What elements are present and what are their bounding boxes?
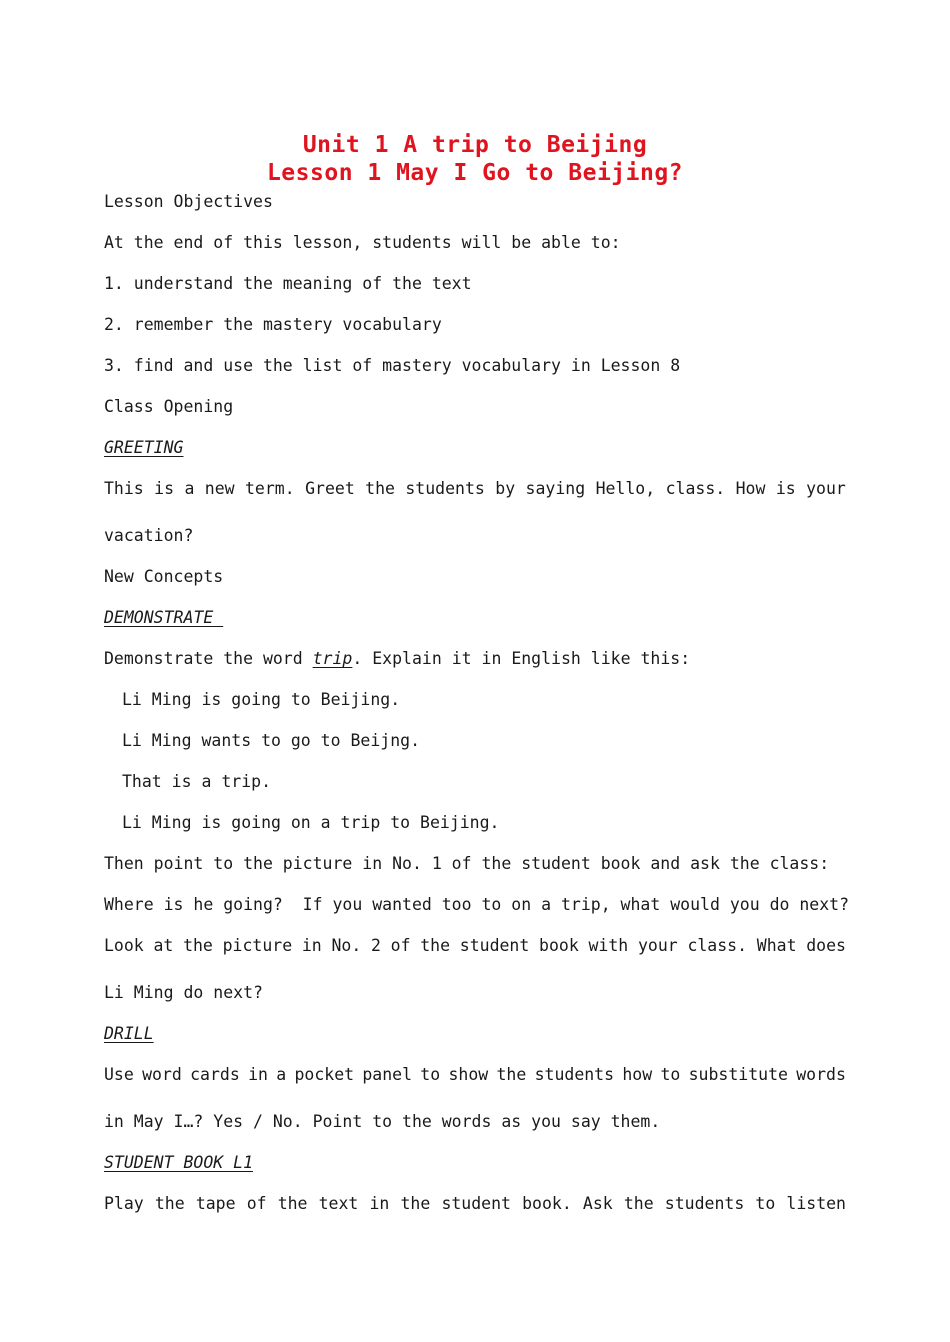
word: book.	[522, 1194, 572, 1213]
word: Use	[104, 1065, 134, 1084]
look-line-1	[104, 935, 846, 957]
word: to	[660, 1065, 681, 1084]
word: a	[276, 1065, 287, 1084]
word: the	[365, 479, 395, 498]
word: students	[534, 1065, 615, 1084]
word: the	[400, 1194, 431, 1213]
word: of	[246, 1194, 267, 1213]
word: in	[301, 936, 322, 955]
word: No.	[331, 936, 362, 955]
word: is	[775, 479, 796, 498]
unit-title: Unit 1 A trip to Beijing	[302, 132, 648, 158]
objective-3: 3. find and use the list of mastery vocabulary in Lesson 8	[104, 356, 681, 375]
word: the	[183, 936, 213, 955]
word: with	[588, 936, 629, 955]
demo-text-post: . Explain it in English like this:	[352, 649, 691, 668]
word: 2	[370, 936, 381, 955]
word: Greet	[305, 479, 355, 498]
word: new	[204, 479, 235, 498]
word: How	[735, 479, 766, 498]
word: class.	[665, 479, 726, 498]
play-line	[104, 1193, 846, 1215]
example-4: Li Ming is going on a trip to Beijing.	[122, 813, 500, 832]
word: student	[459, 936, 530, 955]
lesson-title: Lesson 1 May I Go to Beijing?	[266, 160, 684, 186]
word: to	[420, 1065, 441, 1084]
greeting-line-1	[104, 478, 846, 500]
greeting-line-2: vacation?	[104, 526, 194, 545]
word: Ask	[582, 1194, 613, 1213]
word: of	[390, 936, 411, 955]
class-opening-label: Class Opening	[104, 397, 234, 416]
word: book	[539, 936, 579, 955]
objectives-intro: At the end of this lesson, students will be able to:	[104, 233, 621, 252]
word: text	[318, 1194, 359, 1213]
word: does	[806, 936, 846, 955]
drill-line-1	[104, 1064, 846, 1086]
word: at	[153, 936, 174, 955]
word: Look	[104, 936, 144, 955]
word: the	[154, 1194, 185, 1213]
new-concepts-label: New Concepts	[104, 567, 224, 586]
word: in	[248, 1065, 268, 1084]
demo-word: trip	[312, 649, 353, 668]
word: cards	[190, 1065, 240, 1084]
word: a	[184, 479, 195, 498]
word: how	[622, 1065, 653, 1084]
word: listen	[786, 1194, 846, 1213]
word: your	[637, 936, 678, 955]
demonstrate-heading: DEMONSTRATE	[104, 608, 224, 627]
demonstrate-line	[104, 648, 846, 670]
drill-line-2: in May I…? Yes / No. Point to the words as you say them.	[104, 1112, 661, 1131]
example-1: Li Ming is going to Beijing.	[122, 690, 401, 709]
word: Hello,	[595, 479, 656, 498]
word: term.	[245, 479, 295, 498]
word: the	[496, 1065, 527, 1084]
look-line-2: Li Ming do next?	[104, 983, 263, 1002]
demo-text-pre: Demonstrate the word	[104, 649, 313, 668]
where-line: Where is he going? If you wanted too to on a trip, what would you do next?	[104, 895, 850, 914]
word: to	[755, 1194, 776, 1213]
word: your	[806, 479, 846, 498]
word: the	[623, 1194, 654, 1213]
point-line: Then point to the picture in No. 1 of the student book and ask the class:	[104, 854, 830, 873]
word: Play	[104, 1194, 144, 1213]
objective-1: 1. understand the meaning of the text	[104, 274, 472, 293]
word: is	[154, 479, 175, 498]
word: pocket	[294, 1065, 355, 1084]
word: word	[142, 1065, 182, 1084]
word: saying	[525, 479, 586, 498]
word: student	[441, 1194, 511, 1213]
word: tape	[195, 1194, 236, 1213]
example-2: Li Ming wants to go to Beijng.	[122, 731, 421, 750]
word: words	[796, 1065, 846, 1084]
word: class.	[687, 936, 748, 955]
word: students	[405, 479, 485, 498]
word: by	[495, 479, 516, 498]
word: the	[420, 936, 451, 955]
word: This	[104, 479, 144, 498]
word: picture	[222, 936, 293, 955]
word: students	[664, 1194, 745, 1213]
lesson-objectives-label: Lesson Objectives	[104, 192, 273, 211]
word: in	[369, 1194, 390, 1213]
greeting-heading: GREETING	[104, 438, 184, 457]
student-book-heading: STUDENT BOOK L1	[104, 1153, 254, 1172]
objective-2: 2. remember the mastery vocabulary	[104, 315, 442, 334]
word: panel	[362, 1065, 413, 1084]
example-3: That is a trip.	[122, 772, 272, 791]
drill-heading: DRILL	[104, 1024, 154, 1043]
word: show	[448, 1065, 489, 1084]
word: What	[756, 936, 797, 955]
word: substitute	[688, 1065, 788, 1084]
word: the	[277, 1194, 308, 1213]
